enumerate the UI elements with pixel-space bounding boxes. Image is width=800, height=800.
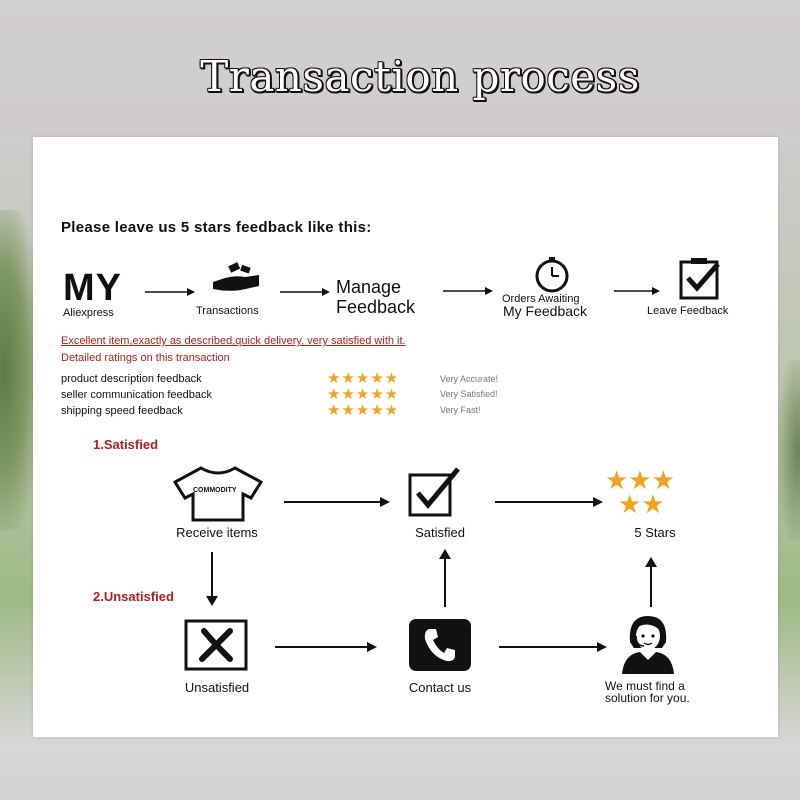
ratings-title: Detailed ratings on this transaction (61, 352, 230, 364)
arrow-receive-satisfied-icon (284, 497, 390, 507)
my-label: MY (63, 267, 122, 309)
hand-money-icon (211, 262, 263, 294)
five-stars-label: 5 Stars (634, 525, 676, 540)
feedback-heading: Please leave us 5 stars feedback like this: (61, 219, 372, 236)
rating-stars-product: ★★★★★ (327, 370, 400, 387)
rating-label-shipping: shipping speed feedback (61, 405, 183, 417)
x-box-icon (184, 619, 250, 671)
background-tree-right (778, 360, 800, 540)
arrow-up-stars-icon (645, 557, 657, 607)
arrow-satisfied-stars-icon (495, 497, 603, 507)
orders-awaiting-label: Orders Awaiting (502, 293, 580, 305)
arrow-up-satisfied-icon (439, 549, 451, 607)
unsatisfied-heading: 2.Unsatisfied (93, 589, 174, 604)
instruction-card (33, 137, 778, 737)
manage-feedback-line1: Manage (336, 277, 402, 297)
arrow-1-icon (145, 287, 195, 297)
my-feedback-label: My Feedback (503, 303, 588, 319)
rating-text-product: Very Accurate! (440, 374, 499, 384)
stars-row-top-icon: ★★★ (605, 465, 675, 495)
arrow-unsatisfied-contact-icon (275, 642, 377, 652)
clipboard-check-icon (678, 258, 724, 300)
arrow-4-icon (614, 286, 660, 296)
rating-text-shipping: Very Fast! (440, 405, 481, 415)
support-agent-icon (618, 612, 678, 674)
manage-feedback-line2: Feedback (336, 297, 416, 317)
stars-row-bottom-icon: ★★ (618, 489, 665, 519)
satisfied-heading: 1.Satisfied (93, 437, 159, 452)
transactions-label: Transactions (196, 305, 259, 317)
checkbox-icon (408, 467, 470, 517)
leave-feedback-label: Leave Feedback (647, 305, 729, 317)
satisfied-label: Satisfied (415, 525, 465, 540)
clock-icon (533, 257, 571, 293)
receive-items-label: Receive items (176, 525, 258, 540)
rating-text-seller: Very Satisfied! (440, 389, 498, 399)
page-title: Transaction process (200, 52, 640, 101)
commodity-label: COMMODITY (193, 487, 237, 494)
rating-label-seller: seller communication feedback (61, 389, 213, 401)
contact-us-label: Contact us (408, 680, 472, 695)
unsatisfied-label: Unsatisfied (184, 680, 250, 695)
example-feedback-text: Excellent item,exactly as described,quick delivery, very satisfied with it. (61, 335, 406, 347)
arrow-2-icon (280, 287, 330, 297)
arrow-down-icon (206, 552, 218, 606)
arrow-3-icon (443, 286, 493, 296)
tshirt-icon (173, 464, 263, 524)
rating-stars-shipping: ★★★★★ (327, 402, 400, 419)
rating-label-product: product description feedback (61, 373, 202, 385)
aliexpress-label: Aliexpress (63, 307, 114, 319)
phone-icon (409, 619, 471, 671)
arrow-contact-solution-icon (499, 642, 607, 652)
rating-stars-seller: ★★★★★ (327, 386, 400, 403)
solution-label: We must find a solution for you. (605, 679, 690, 705)
